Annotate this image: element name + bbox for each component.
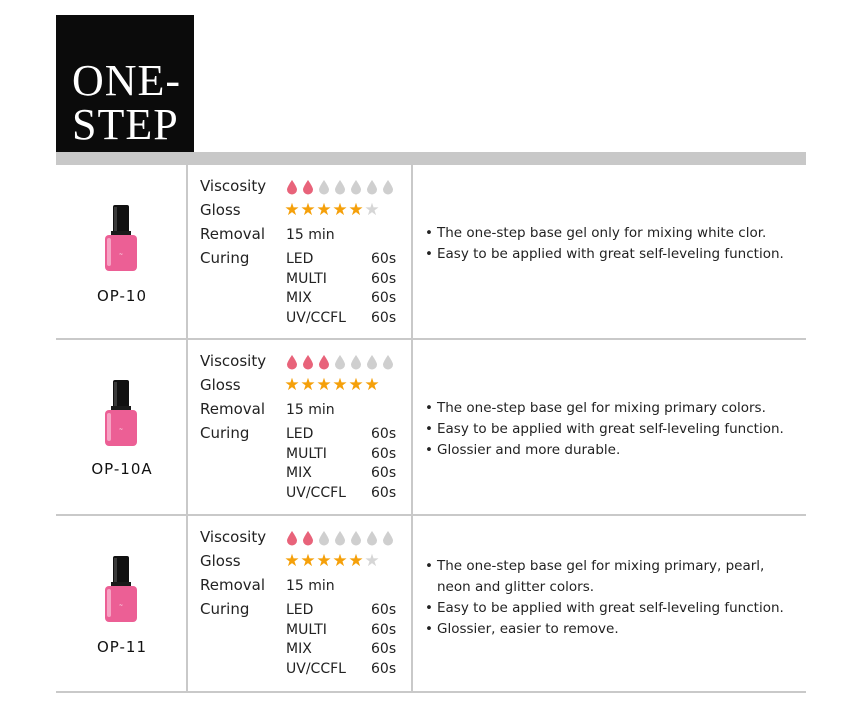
drop-filled-icon	[317, 354, 331, 370]
curing-lamp: MIX	[286, 465, 312, 481]
bullet-dot: •	[425, 442, 433, 458]
bullet-dot: •	[425, 558, 433, 574]
gloss-stars	[284, 377, 380, 394]
removal-time: 15 min	[286, 578, 335, 594]
star-filled-icon: ★	[332, 375, 348, 395]
star-filled-icon: ★	[332, 551, 348, 571]
star-filled-icon: ★	[284, 375, 300, 395]
star-empty-icon: ★	[364, 551, 380, 571]
drop-empty-icon	[349, 530, 363, 546]
drop-filled-icon	[301, 179, 315, 195]
bullet-dot: •	[425, 421, 433, 437]
product-code: OP-11	[96, 638, 148, 656]
drop-filled-icon	[301, 354, 315, 370]
curing-lamp: MULTI	[286, 621, 327, 638]
star-filled-icon: ★	[300, 551, 316, 571]
feature-text: Easy to be applied with great self-leveling function.	[437, 421, 784, 437]
column-divider	[411, 340, 413, 514]
product-bottle-image	[103, 205, 139, 277]
curing-time: 60s	[371, 602, 397, 618]
spec-label-curing: Curing	[200, 249, 250, 267]
curing-lamp: LED	[286, 426, 314, 442]
feature-list	[425, 398, 784, 461]
gloss-stars	[284, 553, 380, 570]
section-title-line1: ONE-	[72, 56, 182, 105]
bullet-dot	[425, 577, 437, 598]
feature-text: The one-step base gel for mixing primary, pearl,	[437, 558, 765, 574]
star-filled-icon: ★	[300, 375, 316, 395]
star-empty-icon: ★	[364, 200, 380, 220]
curing-time: 60s	[371, 290, 397, 306]
curing-time: 60s	[371, 251, 397, 267]
feature-text: neon and glitter colors.	[437, 579, 595, 595]
curing-time: 60s	[371, 270, 397, 287]
star-filled-icon: ★	[364, 375, 380, 395]
feature-item	[425, 398, 784, 419]
drop-filled-icon	[301, 530, 315, 546]
viscosity-drops	[285, 530, 395, 546]
column-divider	[186, 516, 188, 691]
drop-empty-icon	[317, 179, 331, 195]
feature-text: Glossier and more durable.	[437, 442, 621, 458]
drop-empty-icon	[365, 530, 379, 546]
spec-label-gloss: Gloss	[200, 376, 241, 394]
viscosity-drops	[285, 179, 395, 195]
curing-time: 60s	[371, 484, 397, 501]
svg-text:~: ~	[118, 603, 124, 609]
star-filled-icon: ★	[300, 200, 316, 220]
curing-time: 60s	[371, 426, 397, 442]
section-title-box	[56, 15, 194, 152]
feature-item	[425, 440, 784, 461]
drop-empty-icon	[317, 530, 331, 546]
star-filled-icon: ★	[284, 200, 300, 220]
feature-item	[425, 577, 784, 598]
feature-text: Easy to be applied with great self-leveling function.	[437, 600, 784, 616]
feature-item	[425, 556, 784, 577]
spec-label-gloss: Gloss	[200, 201, 241, 219]
svg-text:~: ~	[118, 252, 124, 258]
curing-lamp: MULTI	[286, 270, 327, 287]
feature-item	[425, 419, 784, 440]
star-filled-icon: ★	[316, 375, 332, 395]
drop-empty-icon	[349, 354, 363, 370]
star-filled-icon: ★	[316, 200, 332, 220]
removal-time: 15 min	[286, 227, 335, 243]
curing-lamp: UV/CCFL	[286, 309, 346, 326]
product-code: OP-10A	[91, 460, 153, 478]
section-title-line2: STEP	[72, 100, 179, 149]
column-divider	[186, 165, 188, 338]
curing-lamp: MULTI	[286, 445, 327, 462]
curing-time: 60s	[371, 660, 397, 677]
bullet-dot: •	[425, 600, 433, 616]
drop-filled-icon	[285, 179, 299, 195]
removal-time: 15 min	[286, 402, 335, 418]
spec-label-viscosity: Viscosity	[200, 177, 267, 195]
gloss-stars	[284, 202, 380, 219]
drop-empty-icon	[365, 179, 379, 195]
star-filled-icon: ★	[348, 551, 364, 571]
product-code: OP-10	[96, 287, 148, 305]
viscosity-drops	[285, 354, 395, 370]
drop-filled-icon	[285, 530, 299, 546]
svg-text:~: ~	[118, 427, 124, 433]
star-filled-icon: ★	[284, 551, 300, 571]
drop-empty-icon	[381, 354, 395, 370]
bullet-dot: •	[425, 225, 433, 241]
curing-time: 60s	[371, 309, 397, 326]
table-top-bar	[56, 152, 806, 165]
feature-item	[425, 598, 784, 619]
spec-label-viscosity: Viscosity	[200, 528, 267, 546]
feature-item	[425, 619, 784, 640]
bullet-dot: •	[425, 621, 433, 637]
feature-item	[425, 244, 784, 265]
spec-label-gloss: Gloss	[200, 552, 241, 570]
drop-empty-icon	[333, 354, 347, 370]
star-filled-icon: ★	[332, 200, 348, 220]
column-divider	[411, 165, 413, 338]
curing-lamp: UV/CCFL	[286, 660, 346, 677]
bullet-dot: •	[425, 400, 433, 416]
spec-label-curing: Curing	[200, 600, 250, 618]
spec-label-removal: Removal	[200, 576, 266, 594]
feature-item	[425, 223, 784, 244]
drop-empty-icon	[349, 179, 363, 195]
curing-lamp: MIX	[286, 641, 312, 657]
curing-time: 60s	[371, 641, 397, 657]
spec-label-viscosity: Viscosity	[200, 352, 267, 370]
row-divider	[56, 691, 806, 693]
row-divider	[56, 338, 806, 340]
spec-label-removal: Removal	[200, 225, 266, 243]
feature-list	[425, 223, 784, 265]
drop-empty-icon	[381, 530, 395, 546]
spec-label-curing: Curing	[200, 424, 250, 442]
curing-lamp: LED	[286, 602, 314, 618]
feature-text: The one-step base gel for mixing primary colors.	[437, 400, 766, 416]
drop-empty-icon	[365, 354, 379, 370]
row-divider	[56, 514, 806, 516]
drop-empty-icon	[333, 530, 347, 546]
curing-time: 60s	[371, 621, 397, 638]
product-bottle-image	[103, 380, 139, 452]
curing-time: 60s	[371, 445, 397, 462]
curing-time: 60s	[371, 465, 397, 481]
curing-lamp: LED	[286, 251, 314, 267]
star-filled-icon: ★	[316, 551, 332, 571]
feature-text: Glossier, easier to remove.	[437, 621, 619, 637]
curing-lamp: MIX	[286, 290, 312, 306]
curing-lamp: UV/CCFL	[286, 484, 346, 501]
drop-empty-icon	[381, 179, 395, 195]
star-filled-icon: ★	[348, 375, 364, 395]
product-bottle-image	[103, 556, 139, 628]
column-divider	[411, 516, 413, 691]
feature-text: Easy to be applied with great self-leveling function.	[437, 246, 784, 262]
drop-empty-icon	[333, 179, 347, 195]
column-divider	[186, 340, 188, 514]
bullet-dot: •	[425, 246, 433, 262]
drop-filled-icon	[285, 354, 299, 370]
spec-label-removal: Removal	[200, 400, 266, 418]
star-filled-icon: ★	[348, 200, 364, 220]
feature-text: The one-step base gel only for mixing white clor.	[437, 225, 767, 241]
feature-list	[425, 556, 784, 640]
